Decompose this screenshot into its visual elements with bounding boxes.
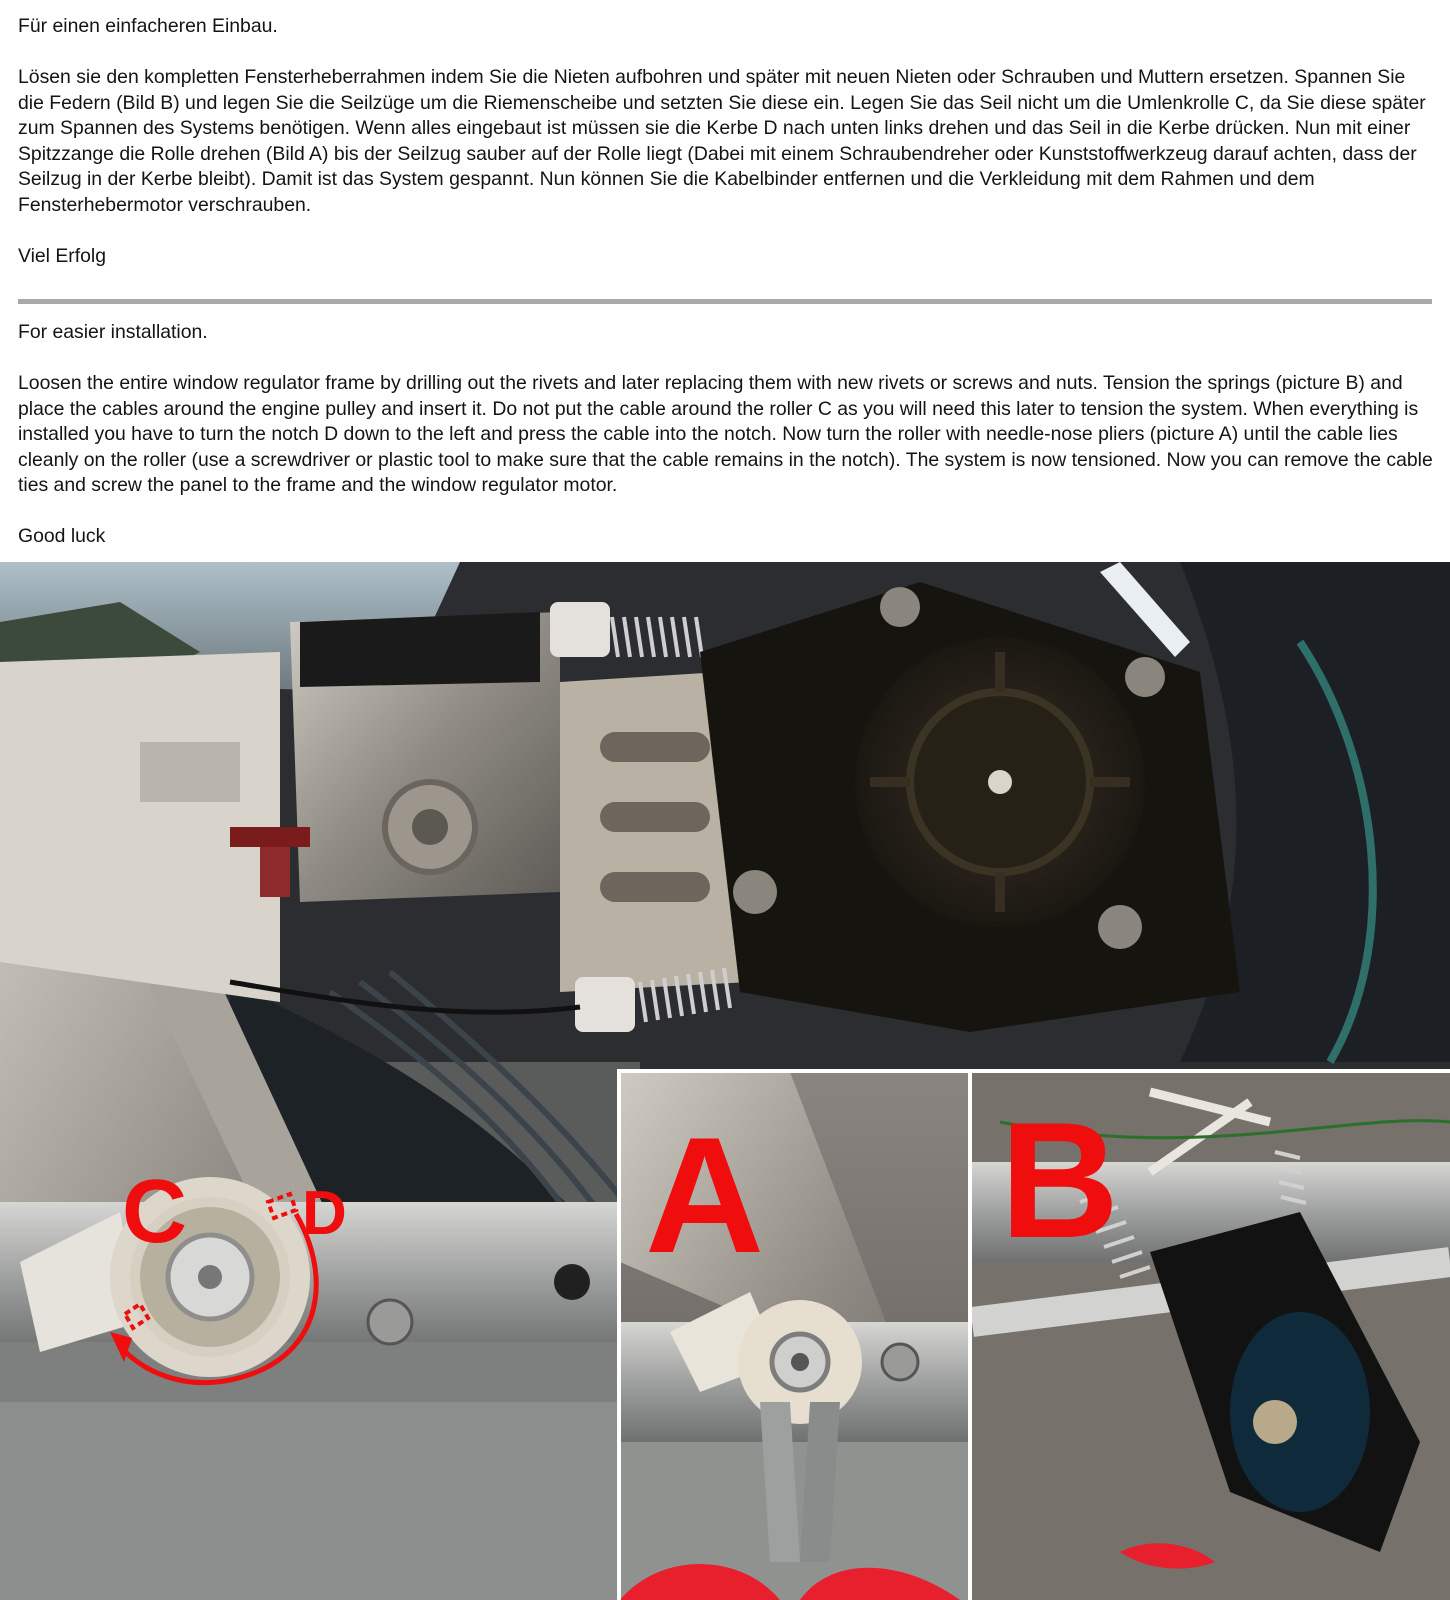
german-instructions-text: Lösen sie den kompletten Fensterheberrahmen indem Sie die Nieten aufbohren und später mit neuen Nieten oder Schrauben und Muttern ersetzen. Spannen Sie die Federn (Bild B) und legen Sie die Seilzüge um die Riemenscheibe und setzten Sie diese ein. Legen Sie das Seil nicht um die Umlenkrolle C, da Sie diese später zum Spannen des Systems benötigen. Wenn alles eingebaut ist müssen sie die Kerbe D nach unten links drehen und das Seil in die Kerbe drücken. Nun mit einer Spitzzange die Rolle drehen (Bild A) bis der Seilzug sauber auf der Rolle liegt (Dabei mit einem Schraubendreher oder Kunststoffwerkzeug darauf achten, dass der Seilzug in der Kerbe bleibt). Damit ist das System gespannt. Nun können Sie die Kabelbinder entfernen und die Verkleidung mit dem Rahmen und dem Fensterhebermotor verschrauben. (18, 66, 1426, 216)
notch-d-label: D (302, 1179, 347, 1248)
picture-b (972, 1072, 1450, 1600)
inset-border-left (617, 1072, 621, 1600)
picture-a-label: A (645, 1103, 765, 1287)
picture-b-label: B (1000, 1088, 1120, 1272)
english-instructions (18, 320, 1436, 550)
english-closing: Good luck (18, 525, 106, 547)
roller-c-label: C (122, 1162, 187, 1262)
german-closing: Viel Erfolg (18, 244, 107, 267)
english-instructions-text: Loosen the entire window regulator frame by drilling out the rivets and later replacing them with new rivets or screws and nuts. Tension the springs (picture B) and place the cables around the engine pulley and insert it. Do not put the cable around the roller C as you will need this later to tension the system. When everything is installed you have to turn the notch D down to the left and press the cable into the notch. Now turn the roller with needle-nose pliers (picture A) until the cable lies cleanly on the roller (use a screwdriver or plastic tool to make sure that the cable remains in the notch). The system is now tensioned. Now you can remove the cable ties and screw the panel to the frame and the window regulator motor. (18, 372, 1433, 496)
english-intro: For easier installation. (18, 321, 208, 343)
picture-a (620, 1072, 970, 1600)
language-divider (18, 299, 1432, 304)
german-instructions (18, 14, 1436, 269)
inset-border-middle (968, 1072, 972, 1600)
german-intro: Für einen einfacheren Einbau. (18, 15, 278, 37)
installation-photo-collage (0, 562, 1450, 1600)
inset-border-top (617, 1069, 1450, 1073)
